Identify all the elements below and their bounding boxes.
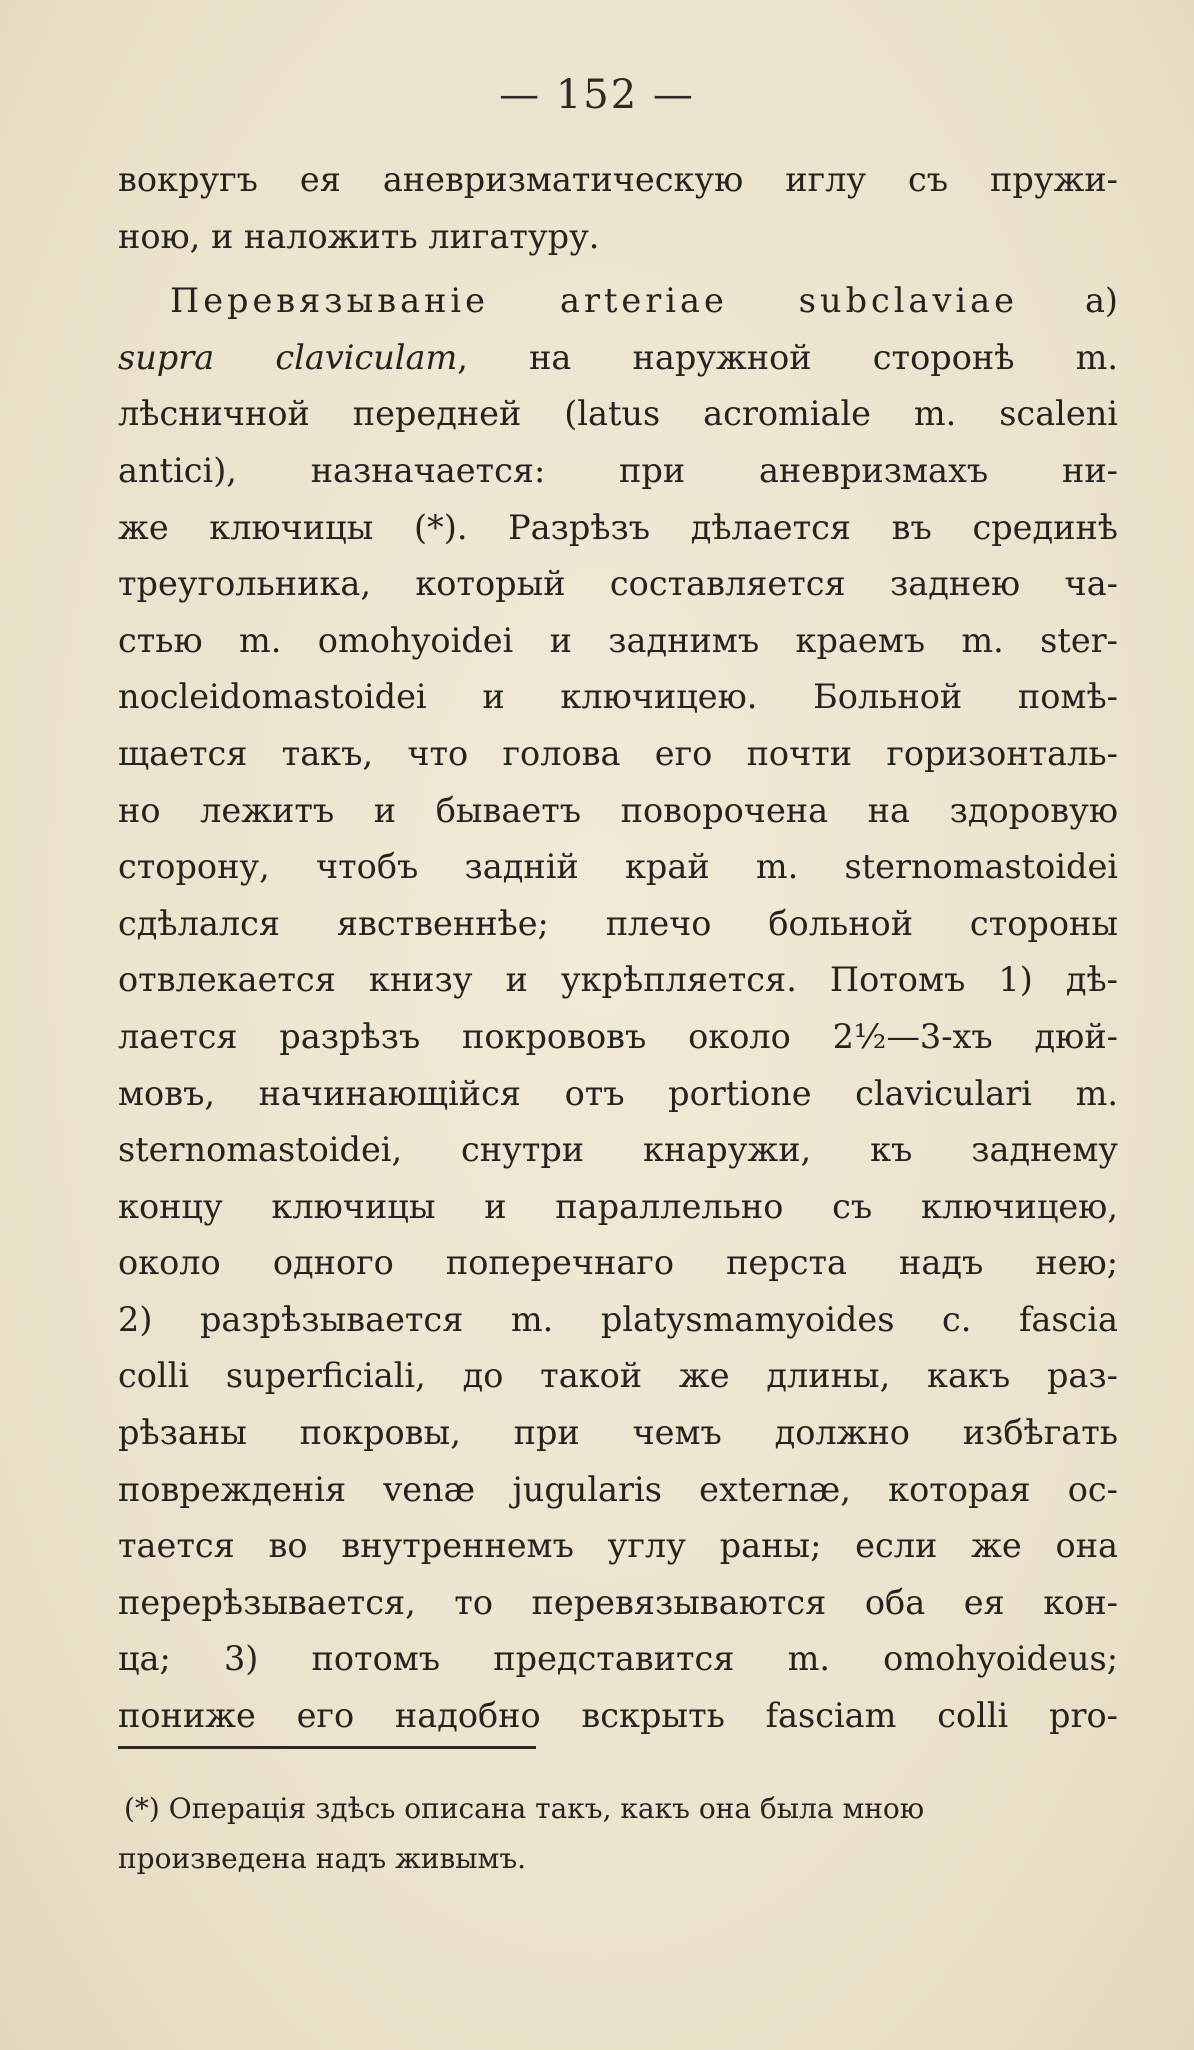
body-text: [118, 152, 1118, 1745]
text-line: вокругъ ея аневризматическую иглу съ пружи-: [118, 160, 1118, 199]
text-line: пониже его надобно вскрыть fasciam colli pro-: [118, 1696, 1118, 1736]
text-line: около одного поперечнаго перста надъ нею;: [118, 1243, 1118, 1283]
text-line: sternomastoidei, снутри кнаружи, къ заднему: [118, 1130, 1118, 1170]
text-line: перерѣзывается, то перевязываются оба ея кон-: [118, 1582, 1118, 1622]
text-line: но лежитъ и бываетъ поворочена на здоровую: [118, 790, 1118, 830]
text-line: лѣсничной передней (latus acromiale m. scaleni: [118, 394, 1118, 434]
text-line: щается такъ, что голова его почти горизонталь-: [118, 733, 1118, 773]
text-line: мовъ, начинающiйся отъ portione claviculari m.: [118, 1073, 1118, 1113]
section-marker: a): [1084, 281, 1118, 321]
page-number: — 152 —: [499, 72, 695, 118]
text-line: стью m. omohyoidei и заднимъ краемъ m. ster-: [118, 620, 1118, 660]
section-heading: Перевязыванiе arteriae subclaviae: [170, 281, 1018, 321]
text-line: antici), назначается: при аневризмахъ ни-: [118, 450, 1118, 490]
text-line: 2) разрѣзывается m. platysmamyoides c. fascia: [118, 1299, 1118, 1339]
text-line: отвлекается книзу и укрѣпляется. Потомъ 1) дѣ-: [118, 960, 1118, 1000]
text-line: поврежденiя venæ jugularis externæ, которая ос-: [118, 1469, 1118, 1509]
footnote: [118, 1784, 1118, 1884]
text-line: сдѣлался явственнѣе; плечо больной стороны: [118, 903, 1118, 943]
text-line: концу ключицы и параллельно съ ключицею,: [118, 1186, 1118, 1226]
text-line: ца; 3) потомъ представится m. omohyoideus;: [118, 1639, 1118, 1679]
text-line: рѣзаны покровы, при чемъ должно избѣгать: [118, 1413, 1118, 1453]
text-line: nocleidomastoidei и ключицею. Больной помѣ-: [118, 677, 1118, 717]
text-line: лается разрѣзъ покрововъ около 2½—3-хъ дюй-: [118, 1016, 1118, 1056]
text-line: supra claviculam, на наружной сторонѣ m.: [118, 337, 1118, 377]
footnote-line: произведена надъ живымъ.: [118, 1842, 527, 1875]
text-line: треугольника, который составляется заднею ча-: [118, 564, 1118, 604]
text-line: тается во внутреннемъ углу раны; если же она: [118, 1526, 1118, 1566]
text-line: ною, и наложить лигатуру.: [118, 216, 600, 256]
text-line: сторону, чтобъ заднiй край m. sternomastoidei: [118, 847, 1118, 887]
text-line: же ключицы (*). Разрѣзъ дѣлается въ срединѣ: [118, 507, 1118, 547]
section-heading-line: [118, 273, 1118, 330]
footnote-divider: [118, 1746, 536, 1749]
text-line: colli superficiali, до такой же длины, какъ раз-: [118, 1356, 1118, 1396]
footnote-line: (*) Операцiя здѣсь описана такъ, какъ она была мною: [124, 1792, 925, 1825]
